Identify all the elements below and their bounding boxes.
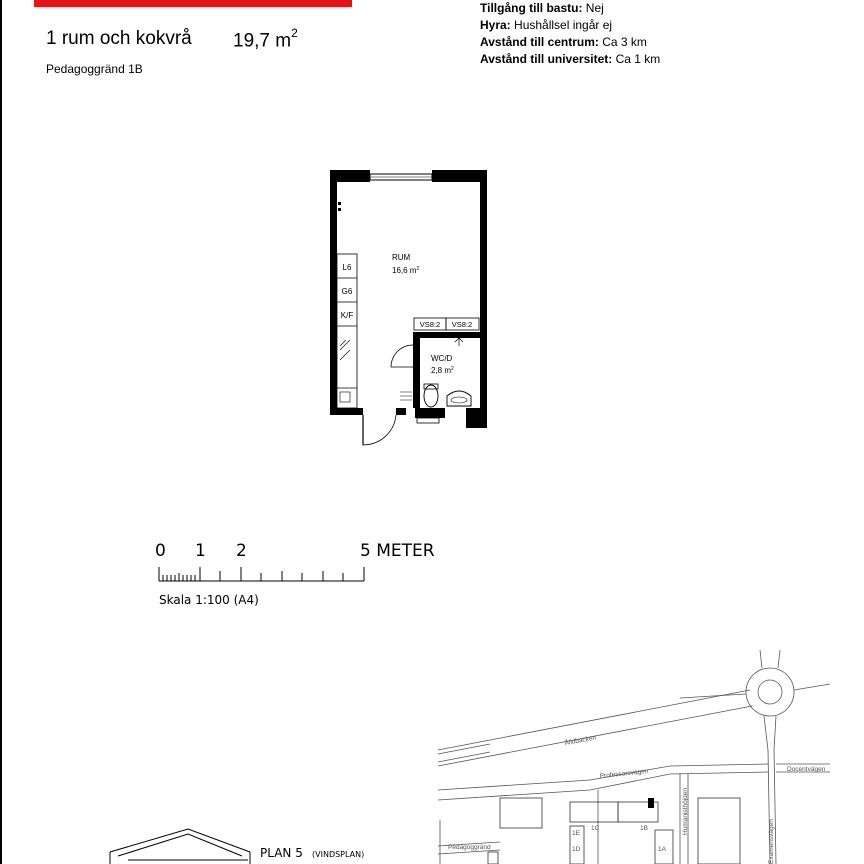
room-area: 16,6 $m^2$ (392, 266, 420, 275)
street-examensvagen: Examensvägen (768, 819, 775, 864)
wc-door-swing (391, 345, 413, 367)
scale-bar (150, 535, 450, 615)
street-professorsvagen: Professorsvägen (599, 767, 649, 780)
building-1c: 1C (591, 825, 600, 832)
page-edge-line (0, 0, 2, 864)
vent-label-1: VS8:2 (419, 320, 441, 329)
fact-sauna: Tillgång till bastu: Nej (480, 1, 604, 15)
highlighted-building (648, 798, 654, 808)
fact-distance-center: Avstånd till centrum: Ca 3 km (480, 35, 647, 49)
scale-tick-1: 1 (195, 541, 206, 561)
apartment-area (233, 28, 298, 52)
wc-label: WC/D (431, 354, 453, 363)
area-unit-sup: 2 (291, 26, 298, 40)
vent-label-2: VS8:2 (451, 320, 473, 329)
scale-ruler (159, 567, 364, 581)
facts-list (480, 0, 660, 68)
location-map (430, 650, 864, 864)
scale-tick-2: 2 (236, 541, 247, 561)
entry-door-swing (363, 415, 396, 445)
map-buildings (488, 798, 740, 864)
building-1a: 1A (658, 846, 666, 853)
wc-area: 2,8 $m^2$ (431, 366, 454, 375)
toilet-icon (424, 385, 438, 407)
section-label: PLAN 5 (260, 846, 303, 860)
street-docentvagen: Docentvägen (787, 766, 826, 773)
fact-distance-university: Avstånd till universitet: Ca 1 km (480, 52, 661, 66)
drain-symbol (455, 338, 463, 346)
scale-tick-5: 5 METER (360, 541, 435, 561)
kitchenette (337, 254, 357, 408)
scale-tick-0: 0 (155, 541, 166, 561)
plan-walls (330, 170, 487, 428)
area-value: 19,7 m (233, 30, 292, 52)
sink-icon (447, 391, 471, 406)
fact-rent: Hyra: Hushållsel ingår ej (480, 18, 613, 32)
room-label: RUM (392, 253, 411, 262)
section-sublabel: (VINDSPLAN) (312, 850, 365, 859)
brand-accent-bar (34, 0, 352, 7)
street-humanisthojden: Humanisthöjden (682, 788, 689, 835)
apartment-address: Pedagoggränd 1B (46, 62, 143, 76)
building-1d: 1D (572, 846, 581, 853)
appliance-label-kf: K/F (340, 311, 354, 320)
building-1e: 1E (572, 830, 580, 837)
apartment-type-title: 1 rum och kokvrå (46, 28, 192, 49)
section-drawing (100, 826, 400, 864)
floor-plan (320, 160, 500, 460)
appliance-label-g6: G6 (341, 287, 353, 296)
street-pedagoggrand: Pedagoggränd (448, 844, 491, 851)
street-alidbacken: Ålidbacken (564, 734, 597, 747)
roof-outline (110, 829, 250, 864)
appliance-label-l6: L6 (342, 263, 352, 272)
scale-caption: Skala 1:100 (A4) (159, 593, 259, 607)
building-1b: 1B (640, 825, 648, 832)
